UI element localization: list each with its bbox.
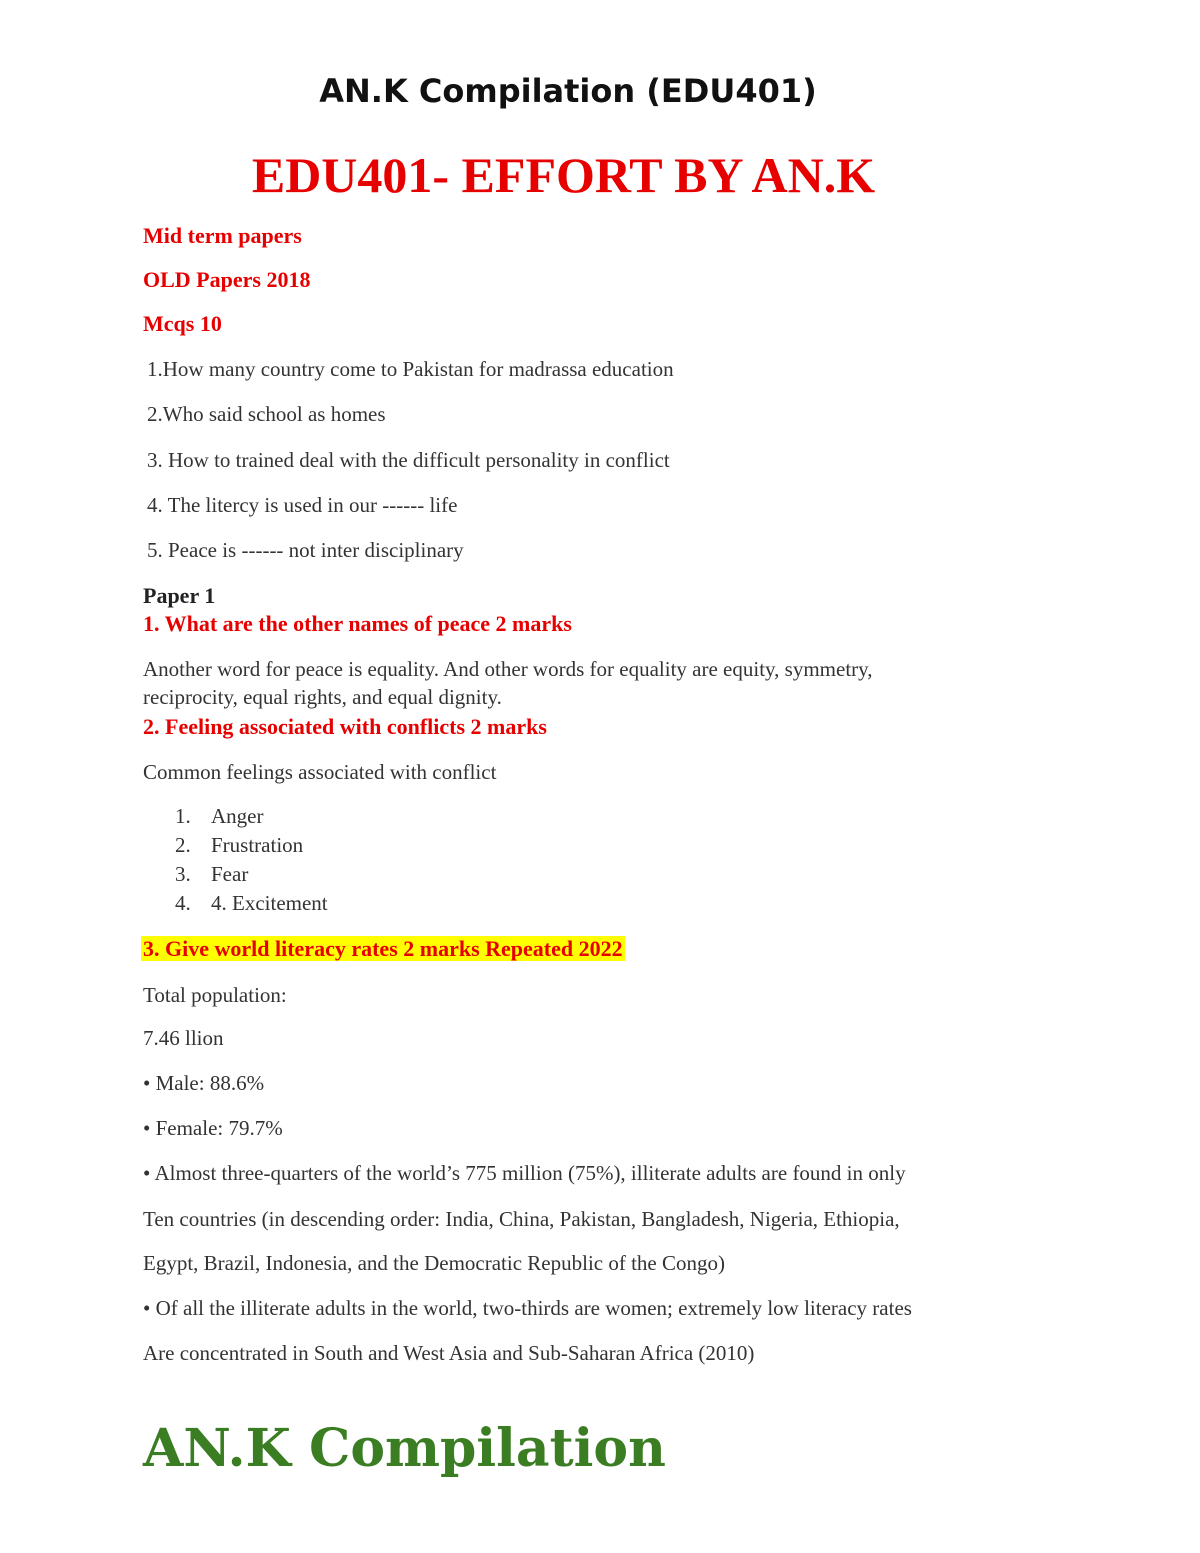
literacy-line: 7.46 llion — [143, 1026, 224, 1050]
highlighted-question: 3. Give world literacy rates 2 marks Repeated 2022 — [143, 936, 623, 961]
literacy-line: Total population: — [143, 983, 287, 1007]
question-1-answer-line: Another word for peace is equality. And other words for equality are equity, symmetry, — [143, 657, 873, 681]
question-3-title — [141, 936, 625, 962]
literacy-line: • Of all the illiterate adults in the world, two-thirds are women; extremely low literacy rates — [143, 1296, 912, 1320]
old-papers-label: OLD Papers 2018 — [143, 267, 311, 292]
mid-term-label: Mid term papers — [143, 223, 302, 248]
question-1-answer-line: reciprocity, equal rights, and equal dignity. — [143, 685, 502, 709]
footer-logo: AN.K Compilation — [143, 1418, 666, 1479]
mcq-item: 3. How to trained deal with the difficult personality in conflict — [147, 448, 670, 472]
paper-label: Paper 1 — [143, 583, 216, 608]
list-item: 4. 4. Excitement — [175, 891, 328, 915]
header-title: AN.K Compilation (EDU401) — [319, 72, 817, 110]
question-1-title: 1. What are the other names of peace 2 marks — [143, 611, 572, 636]
feelings-list — [175, 802, 328, 918]
literacy-line: Ten countries (in descending order: India, China, Pakistan, Bangladesh, Nigeria, Ethiopia, — [143, 1207, 900, 1231]
mcq-item: 1.How many country come to Pakistan for madrassa education — [147, 357, 674, 381]
main-title: EDU401- EFFORT BY AN.K — [251, 147, 876, 203]
mcqs-label: Mcqs 10 — [143, 311, 222, 336]
literacy-line: • Almost three-quarters of the world’s 775 million (75%), illiterate adults are found in only — [143, 1161, 906, 1185]
list-item: 3. Fear — [175, 862, 249, 886]
literacy-line: Are concentrated in South and West Asia and Sub-Saharan Africa (2010) — [143, 1341, 755, 1365]
literacy-line: Egypt, Brazil, Indonesia, and the Democratic Republic of the Congo) — [143, 1251, 726, 1275]
question-2-title: 2. Feeling associated with conflicts 2 marks — [143, 714, 547, 739]
mcq-item: 2.Who said school as homes — [147, 402, 386, 426]
list-item: 1. Anger — [175, 804, 264, 828]
list-item: 2. Frustration — [175, 833, 304, 857]
mcq-item: 5. Peace is ------ not inter disciplinary — [147, 538, 464, 562]
literacy-line: • Male: 88.6% — [143, 1071, 265, 1095]
mcq-item: 4. The litercy is used in our ------ life — [147, 493, 458, 517]
question-2-intro: Common feelings associated with conflict — [143, 760, 497, 784]
literacy-line: • Female: 79.7% — [143, 1116, 283, 1140]
